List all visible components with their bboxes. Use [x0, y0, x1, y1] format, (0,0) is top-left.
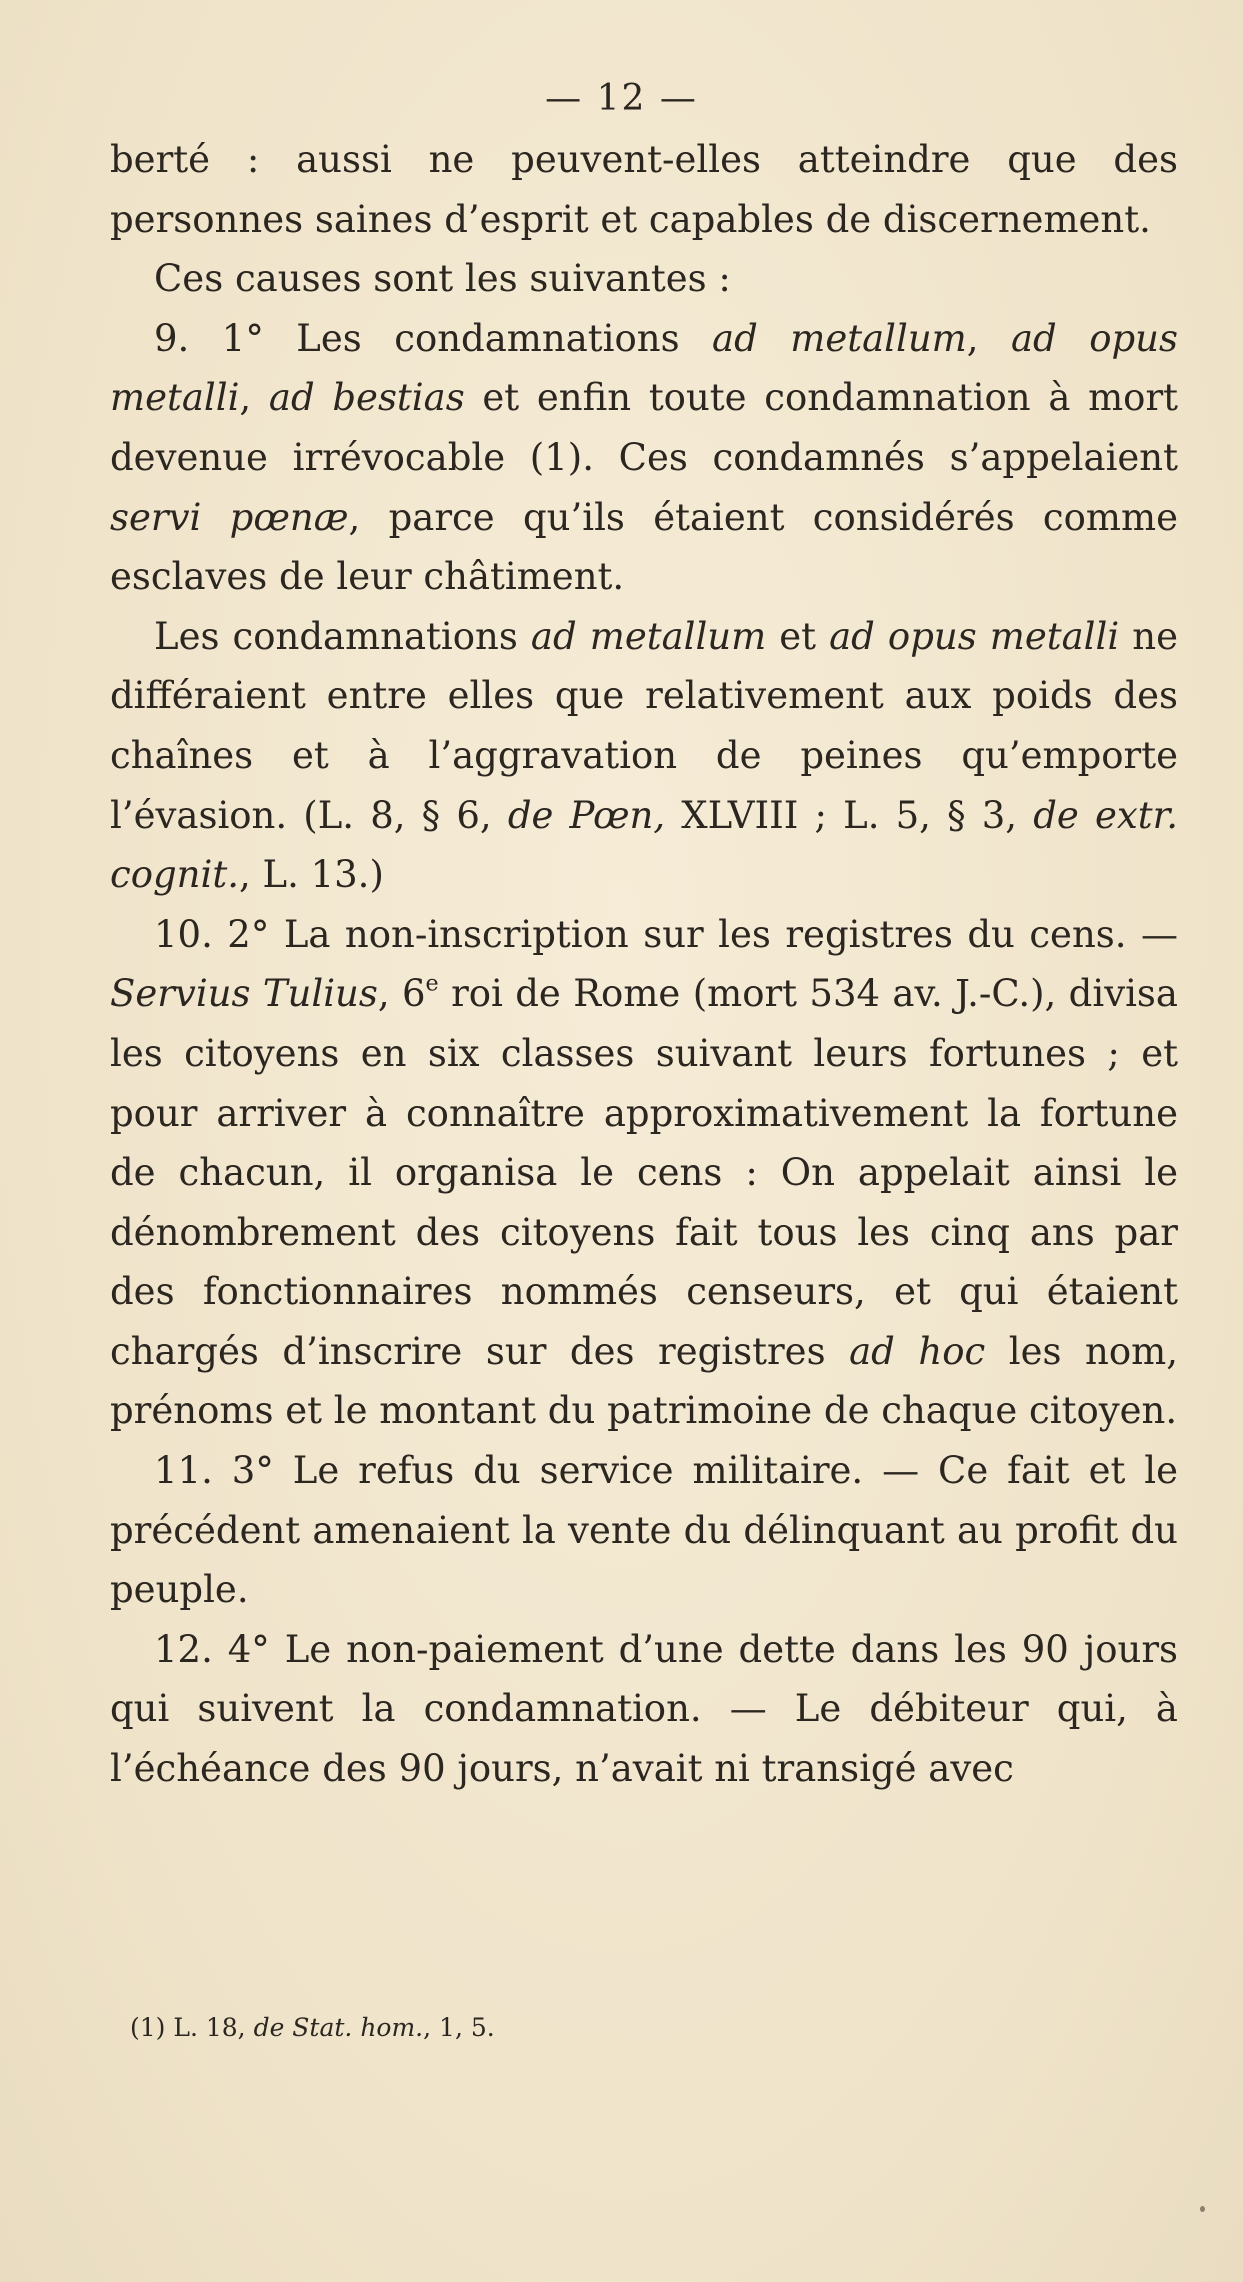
paragraph-metallum — [110, 607, 1178, 905]
text-run: (1) L. 18, — [130, 2013, 254, 2042]
footnote — [130, 2012, 495, 2044]
text-run: ne différaient entre elles que relativement aux poids des chaînes et à l’aggravation de peines qu’emporte l’évasion. (L. 8, § 6, — [110, 614, 1178, 837]
text-run: , — [239, 376, 269, 420]
text-run: 10. 2° La non-inscription sur les registres du cens. — — [154, 912, 1178, 956]
paragraph-continued: berté : aussi ne peuvent-elles atteindre que des personnes saines d’esprit et capables de discernement. — [110, 138, 1178, 241]
citation-title: de Stat. hom. — [253, 2013, 424, 2042]
latin-term: ad bestias — [268, 376, 465, 420]
text-run: , — [966, 316, 1011, 360]
text-run: Les condamnations — [154, 614, 531, 658]
body-text — [110, 130, 1178, 1799]
text-run: , 6 — [377, 972, 426, 1016]
text-run: , 1, 5. — [423, 2013, 495, 2042]
latin-term: ad opus metalli — [829, 614, 1120, 658]
text-run: , parce qu’ils étaient considérés comme esclaves de leur châtiment. — [110, 495, 1178, 599]
latin-term: ad metallum — [712, 316, 967, 360]
paragraph-12: 12. 4° Le non-paiement d’une dette dans les 90 jours qui suivent la condamnation. — Le débiteur qui, à l’échéance des 90 jours, n’avait ni transigé avec — [110, 1627, 1178, 1791]
text-run: et enfin toute condamnation à mort devenue irrévocable (1). Ces condamnés s’appelaient — [110, 376, 1179, 479]
citation-title: de extr. cognit. — [110, 793, 1178, 897]
text-run: les nom, prénoms et le montant du patrimoine de chaque citoyen. — [110, 1329, 1178, 1433]
page-number: — 12 — — [545, 78, 698, 119]
paragraph-11: 11. 3° Le refus du service militaire. — Ce fait et le précédent amenaient la vente du délinquant au profit du peuple. — [110, 1449, 1178, 1612]
latin-term: ad opus metalli — [110, 316, 1178, 420]
text-run: 9. 1° Les condamnations — [154, 316, 713, 360]
text-run: XLVIII ; L. 5, § 3, — [665, 793, 1034, 837]
latin-term: servi pœnæ — [110, 495, 349, 539]
text-run: , L. 13.) — [238, 853, 384, 897]
paragraph-10 — [110, 905, 1178, 1441]
citation-title: de Pœn, — [507, 793, 666, 837]
text-run: et — [766, 614, 830, 658]
ordinal-superscript: e — [425, 970, 439, 997]
latin-term: ad hoc — [849, 1329, 986, 1373]
paper-speck — [1200, 2206, 1205, 2212]
paragraph-9 — [110, 309, 1178, 607]
paragraph-intro: Ces causes sont les suivantes : — [154, 257, 731, 301]
latin-term: ad metallum — [530, 614, 767, 658]
text-run: roi de Rome (mort 534 av. J.-C.), divisa les citoyens en six classes suivant leurs fortunes ; et pour arriver à connaître approximativement la fortune de chacun, il organisa le cens : On appelait ainsi le dénombrement des citoyens fait tous les cinq ans par des fonctionnaires nommés censeurs, et qui étaient chargés d’inscrire sur des registres — [110, 972, 1178, 1373]
person-name: Servius Tulius — [110, 972, 378, 1016]
